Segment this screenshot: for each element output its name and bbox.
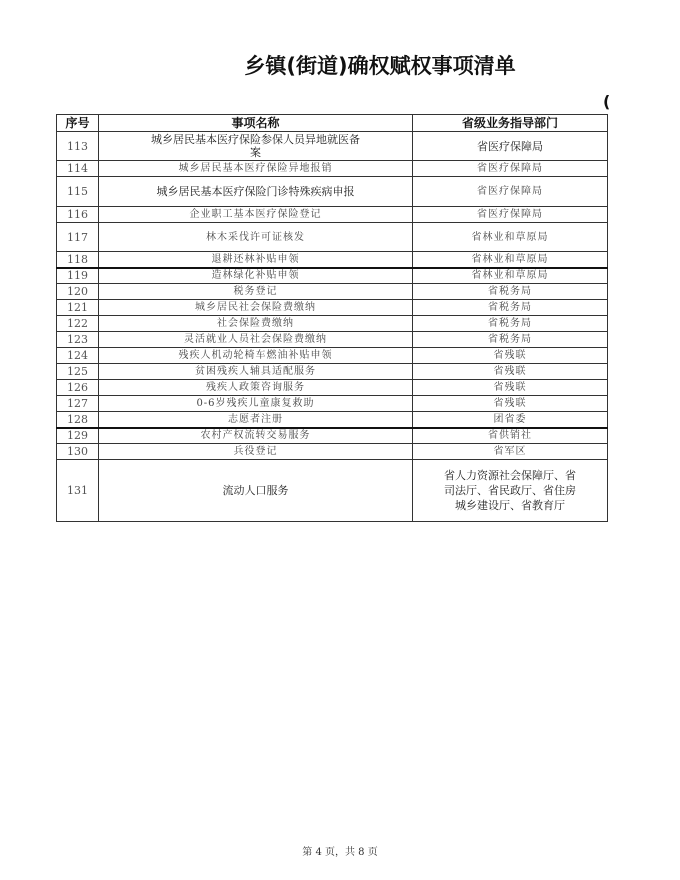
row-dept: 省林业和草原局	[413, 268, 608, 284]
row-dept: 省税务局	[413, 316, 608, 332]
row-num: 116	[57, 207, 99, 223]
row-name: 城乡居民社会保险费缴纳	[99, 300, 413, 316]
table-row	[57, 132, 608, 161]
table-row	[57, 223, 608, 252]
row-name: 城乡居民基本医疗保险参保人员异地就医备案	[99, 132, 413, 161]
table-row	[57, 332, 608, 348]
row-num: 128	[57, 412, 99, 428]
row-dept: 团省委	[413, 412, 608, 428]
table-row	[57, 380, 608, 396]
table-row	[57, 177, 608, 207]
row-dept: 省医疗保障局	[413, 177, 608, 207]
row-name: 城乡居民基本医疗保险异地报销	[99, 161, 413, 177]
row-name: 0-6岁残疾儿童康复救助	[99, 396, 413, 412]
row-num: 118	[57, 252, 99, 268]
row-num: 123	[57, 332, 99, 348]
row-dept: 省残联	[413, 364, 608, 380]
header-dept: 省级业务指导部门	[413, 115, 608, 132]
row-name: 兵役登记	[99, 444, 413, 460]
header-name: 事项名称	[99, 115, 413, 132]
row-dept: 省残联	[413, 380, 608, 396]
row-num: 131	[57, 460, 99, 522]
row-dept: 省人力资源社会保障厅、省司法厅、省民政厅、省住房城乡建设厅、省教育厅	[413, 460, 608, 522]
row-num: 122	[57, 316, 99, 332]
row-name: 退耕还林补贴申领	[99, 252, 413, 268]
table-row	[57, 348, 608, 364]
row-num: 130	[57, 444, 99, 460]
row-num: 126	[57, 380, 99, 396]
row-name: 灵活就业人员社会保险费缴纳	[99, 332, 413, 348]
row-dept: 省医疗保障局	[413, 132, 608, 161]
row-dept: 省林业和草原局	[413, 223, 608, 252]
row-name: 社会保险费缴纳	[99, 316, 413, 332]
table-row	[57, 284, 608, 300]
header-num: 序号	[57, 115, 99, 132]
table-row	[57, 268, 608, 284]
row-name: 农村产权流转交易服务	[99, 428, 413, 444]
table-row	[57, 428, 608, 444]
row-dept: 省供销社	[413, 428, 608, 444]
page-footer: 第 4 页，共 8 页	[302, 847, 378, 858]
row-dept: 省军区	[413, 444, 608, 460]
row-name: 企业职工基本医疗保险登记	[99, 207, 413, 223]
table-row	[57, 364, 608, 380]
row-name: 残疾人政策咨询服务	[99, 380, 413, 396]
row-num: 127	[57, 396, 99, 412]
row-num: 119	[57, 268, 99, 284]
row-num: 125	[57, 364, 99, 380]
table-row	[57, 207, 608, 223]
row-num: 117	[57, 223, 99, 252]
table-row	[57, 396, 608, 412]
row-num: 124	[57, 348, 99, 364]
title-parenthesis: (	[603, 92, 611, 111]
row-num: 120	[57, 284, 99, 300]
table-row	[57, 444, 608, 460]
table-row	[57, 161, 608, 177]
row-name: 造林绿化补贴申领	[99, 268, 413, 284]
row-num: 129	[57, 428, 99, 444]
row-dept: 省税务局	[413, 300, 608, 316]
table-row	[57, 300, 608, 316]
row-dept: 省医疗保障局	[413, 161, 608, 177]
table-row	[57, 316, 608, 332]
table-row	[57, 252, 608, 268]
row-dept: 省税务局	[413, 332, 608, 348]
row-name: 贫困残疾人辅具适配服务	[99, 364, 413, 380]
row-num: 121	[57, 300, 99, 316]
page-title: 乡镇(街道)确权赋权事项清单	[244, 54, 516, 78]
row-name: 残疾人机动轮椅车燃油补贴申领	[99, 348, 413, 364]
row-dept: 省税务局	[413, 284, 608, 300]
row-name: 城乡居民基本医疗保险门诊特殊疾病申报	[99, 177, 413, 207]
table-row	[57, 412, 608, 428]
table-header-row	[57, 115, 608, 132]
row-num: 113	[57, 132, 99, 161]
row-name: 林木采伐许可证核发	[99, 223, 413, 252]
row-dept: 省残联	[413, 396, 608, 412]
row-dept: 省林业和草原局	[413, 252, 608, 268]
items-table	[56, 114, 608, 522]
row-name: 志愿者注册	[99, 412, 413, 428]
table-row	[57, 460, 608, 522]
row-num: 114	[57, 161, 99, 177]
row-num: 115	[57, 177, 99, 207]
row-name: 流动人口服务	[99, 460, 413, 522]
row-name: 税务登记	[99, 284, 413, 300]
row-dept: 省医疗保障局	[413, 207, 608, 223]
row-dept: 省残联	[413, 348, 608, 364]
